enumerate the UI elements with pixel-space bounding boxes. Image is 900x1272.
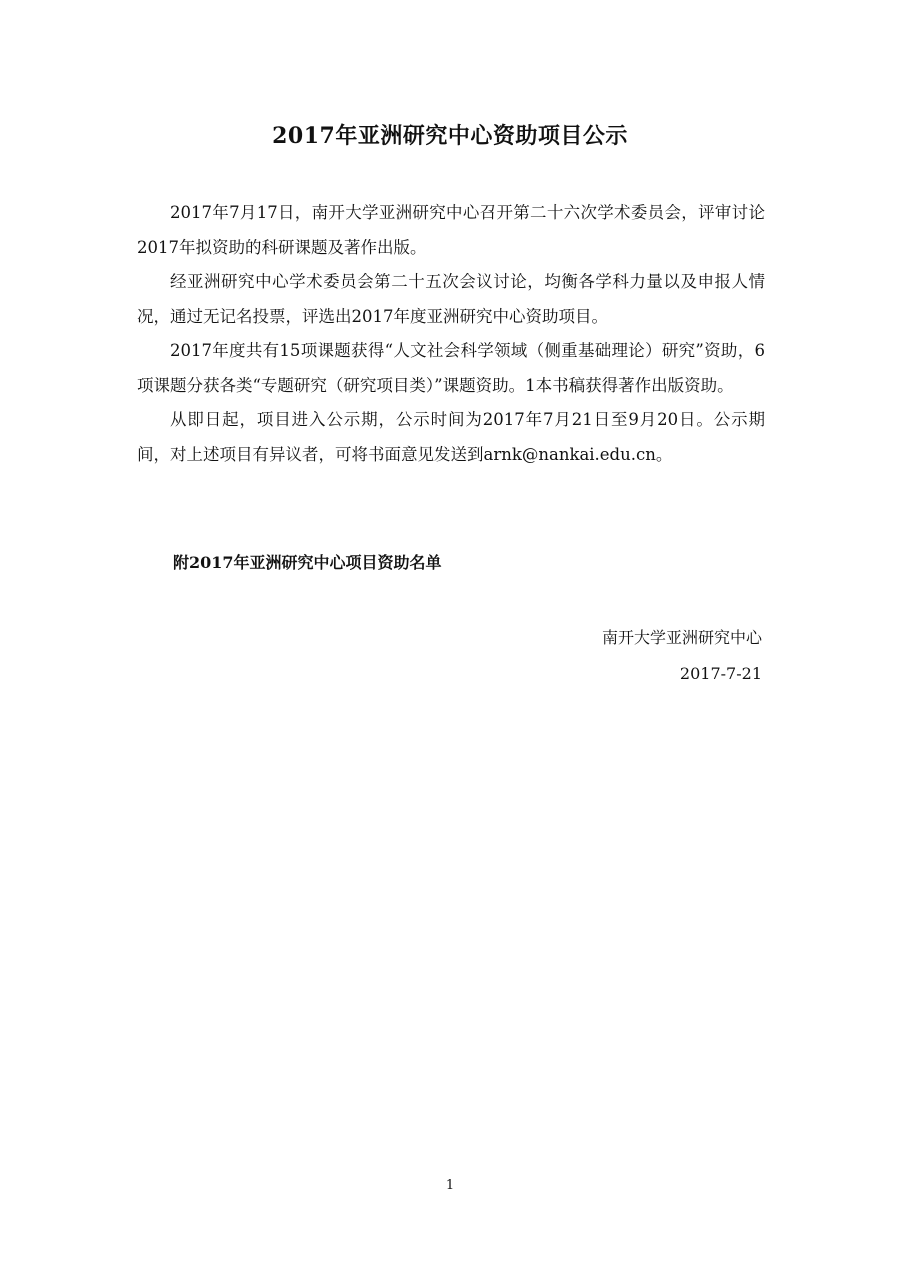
signature-date: 2017-7-21 xyxy=(679,664,762,683)
page-number: 1 xyxy=(445,1178,455,1193)
appendix-heading: 附2017年亚洲研究中心项目资助名单 xyxy=(173,553,442,572)
paragraph-funding-results: 2017年度共有15项课题获得“人文社会科学领域（侧重基础理论）研究”资助，6项课题分获各类“专题研究（研究项目类）”课题资助。1本书稿获得著作出版资助。 xyxy=(137,341,765,395)
document-title: 2017年亚洲研究中心资助项目公示 xyxy=(272,123,628,149)
paragraph-meeting: 2017年7月17日，南开大学亚洲研究中心召开第二十六次学术委员会，评审讨论2017年拟资助的科研课题及著作出版。 xyxy=(137,203,765,257)
signature-block xyxy=(602,620,762,692)
signature-organization: 南开大学亚洲研究中心 xyxy=(601,628,762,647)
paragraph-public-notice: 从即日起，项目进入公示期，公示时间为2017年7月21日至9月20日。公示期间，对上述项目有异议者，可将书面意见发送到arnk@nankai.edu.cn。 xyxy=(137,410,765,464)
paragraph-selection: 经亚洲研究中心学术委员会第二十五次会议讨论，均衡各学科力量以及申报人情况，通过无记名投票，评选出2017年度亚洲研究中心资助项目。 xyxy=(137,272,765,326)
document-body xyxy=(137,196,765,472)
